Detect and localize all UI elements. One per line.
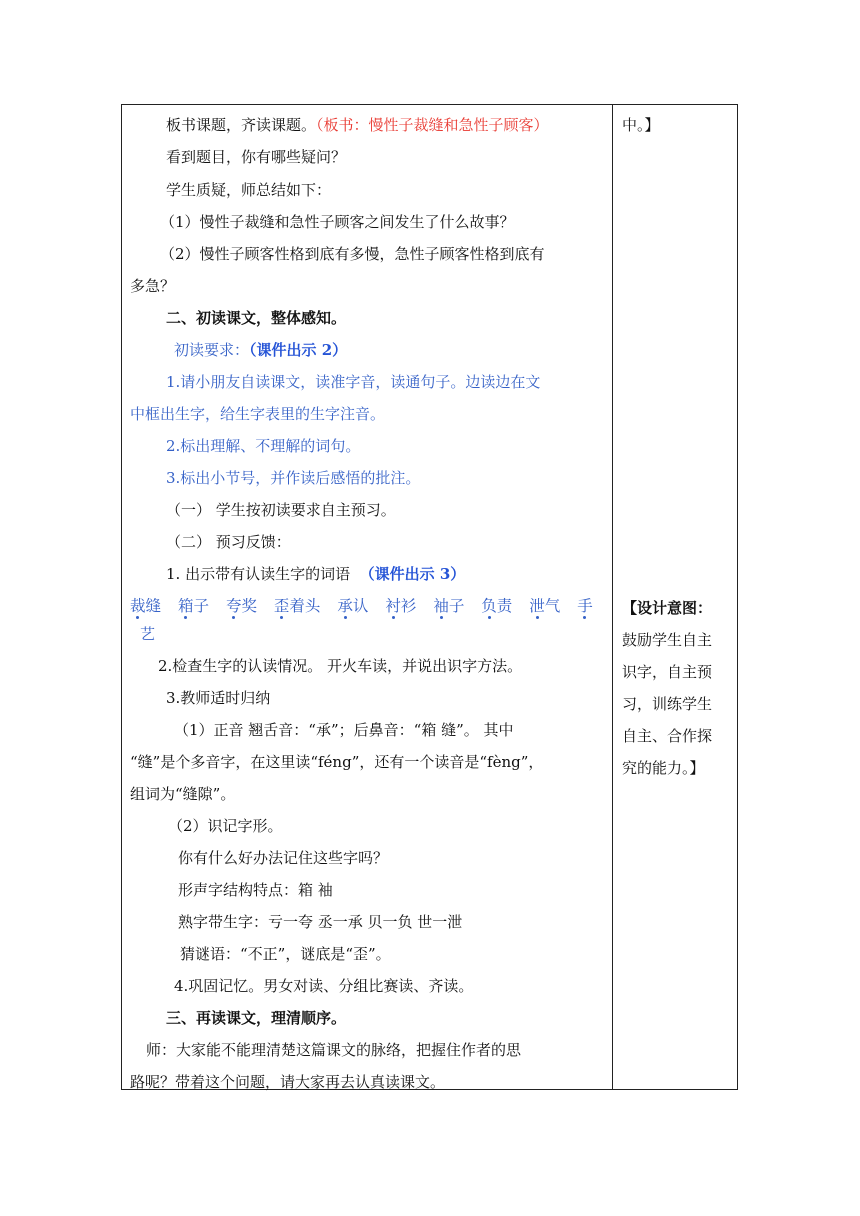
emphasis-char: 手	[577, 597, 593, 615]
line-glyph-memory: （2）识记字形。	[168, 817, 283, 835]
emphasis-char: 裁	[130, 597, 146, 615]
line-summary: 学生质疑，师总结如下：	[166, 181, 332, 199]
line-requirement-1-cont: 中框出生字，给生字表里的生字注音。	[130, 405, 386, 423]
emphasis-char: 衬	[385, 597, 401, 615]
column-divider	[612, 104, 613, 1090]
line-riddle: 猜谜语：“不正”，谜底是“歪”。	[180, 945, 391, 963]
vocab-word: 箱子	[177, 597, 209, 615]
line-check-reading: 2.检查生字的认读情况。 开火车读，并说出识字方法。	[158, 657, 523, 675]
line-known-chars: 熟字带生字：亏一夸 丞一承 贝一负 世一泄	[178, 913, 463, 931]
line-consolidate: 4.巩固记忆。男女对读、分组比赛读、齐读。	[174, 977, 474, 995]
line-show-words	[166, 564, 465, 584]
courseware-note: （课件出示 2）	[249, 341, 348, 359]
line-polyphone: “缝”是个多音字，在这里读“féng”，还有一个读音是“fèng”，	[130, 753, 544, 771]
vocab-word: 泄气	[529, 597, 561, 615]
side-text-top: 中。】	[622, 116, 660, 134]
emphasis-char: 泄	[529, 597, 545, 615]
line-step-2: （二） 预习反馈：	[166, 533, 291, 551]
line-question-1: （1）慢性子裁缝和急性子顾客之间发生了什么故事？	[160, 213, 515, 231]
line-question-prompt: 看到题目，你有哪些疑问？	[166, 148, 347, 166]
line-blackboard-title	[166, 115, 549, 135]
blackboard-note: （板书：慢性子裁缝和急性子顾客）	[316, 116, 549, 134]
line-teacher-prompt-cont: 路呢？带着这个问题，请大家再去认真读课文。	[130, 1073, 446, 1091]
line-question-2-cont: 多急？	[130, 277, 176, 295]
design-intent-line: 习，训练学生	[622, 695, 713, 713]
emphasis-char: 负	[481, 597, 497, 615]
line-phono-semantic: 形声字结构特点：箱 袖	[178, 881, 333, 899]
vocab-word: 衬衫	[385, 597, 417, 615]
emphasis-char: 夸	[225, 597, 242, 615]
line-reading-requirement	[174, 340, 347, 360]
line-teacher-summary: 3.教师适时归纳	[166, 689, 271, 707]
line-word-group: 组词为“缝隙”。	[130, 785, 236, 803]
design-intent-line: 自主、合作探	[622, 727, 713, 745]
line-pronunciation: （1）正音 翘舌音：“承”；后鼻音：“箱 缝”。 其中	[174, 721, 514, 739]
courseware-note: （课件出示 3）	[359, 565, 466, 583]
line-requirement-3: 3.标出小节号，并作读后感悟的批注。	[166, 469, 421, 487]
vocab-word: 歪着头	[273, 597, 321, 615]
vocab-word: 夸奖	[225, 597, 257, 615]
line-requirement-2: 2.标出理解、不理解的词句。	[166, 437, 361, 455]
section-heading-3: 三、再读课文，理清顺序。	[166, 1009, 347, 1027]
vocab-word: 袖子	[433, 597, 465, 615]
vocab-list	[130, 596, 593, 616]
line-step-1: （一） 学生按初读要求自主预习。	[166, 501, 396, 519]
text: 板书课题，齐读课题。	[166, 116, 317, 134]
line-requirement-1: 1.请小朋友自读课文，读准字音，读通句子。边读边在文	[166, 373, 541, 391]
section-heading-2: 二、初读课文，整体感知。	[166, 309, 347, 327]
vocab-word: 裁缝	[130, 597, 162, 615]
design-intent-line: 鼓励学生自主	[622, 631, 713, 649]
design-intent-heading: 【设计意图：	[622, 599, 713, 617]
line-question-2: （2）慢性子顾客性格到底有多慢，急性子顾客性格到底有	[160, 245, 545, 263]
emphasis-char: 袖	[433, 597, 449, 615]
vocab-list-cont: 艺	[140, 625, 156, 643]
vocab-word: 负责	[481, 597, 513, 615]
design-intent-line: 究的能力。】	[622, 759, 705, 777]
text: 1. 出示带有认读生字的词语	[166, 565, 351, 583]
vocab-word	[577, 597, 593, 615]
emphasis-char: 承	[337, 597, 353, 615]
text: 初读要求：	[174, 341, 250, 359]
design-intent-line: 识字，自主预	[622, 663, 713, 681]
vocab-word: 承认	[337, 597, 369, 615]
line-memory-question: 你有什么好办法记住这些字吗？	[178, 849, 389, 867]
emphasis-char: 箱	[177, 597, 194, 615]
emphasis-char: 歪	[273, 597, 290, 615]
line-teacher-prompt: 师：大家能不能理清楚这篇课文的脉络，把握住作者的思	[146, 1041, 522, 1059]
